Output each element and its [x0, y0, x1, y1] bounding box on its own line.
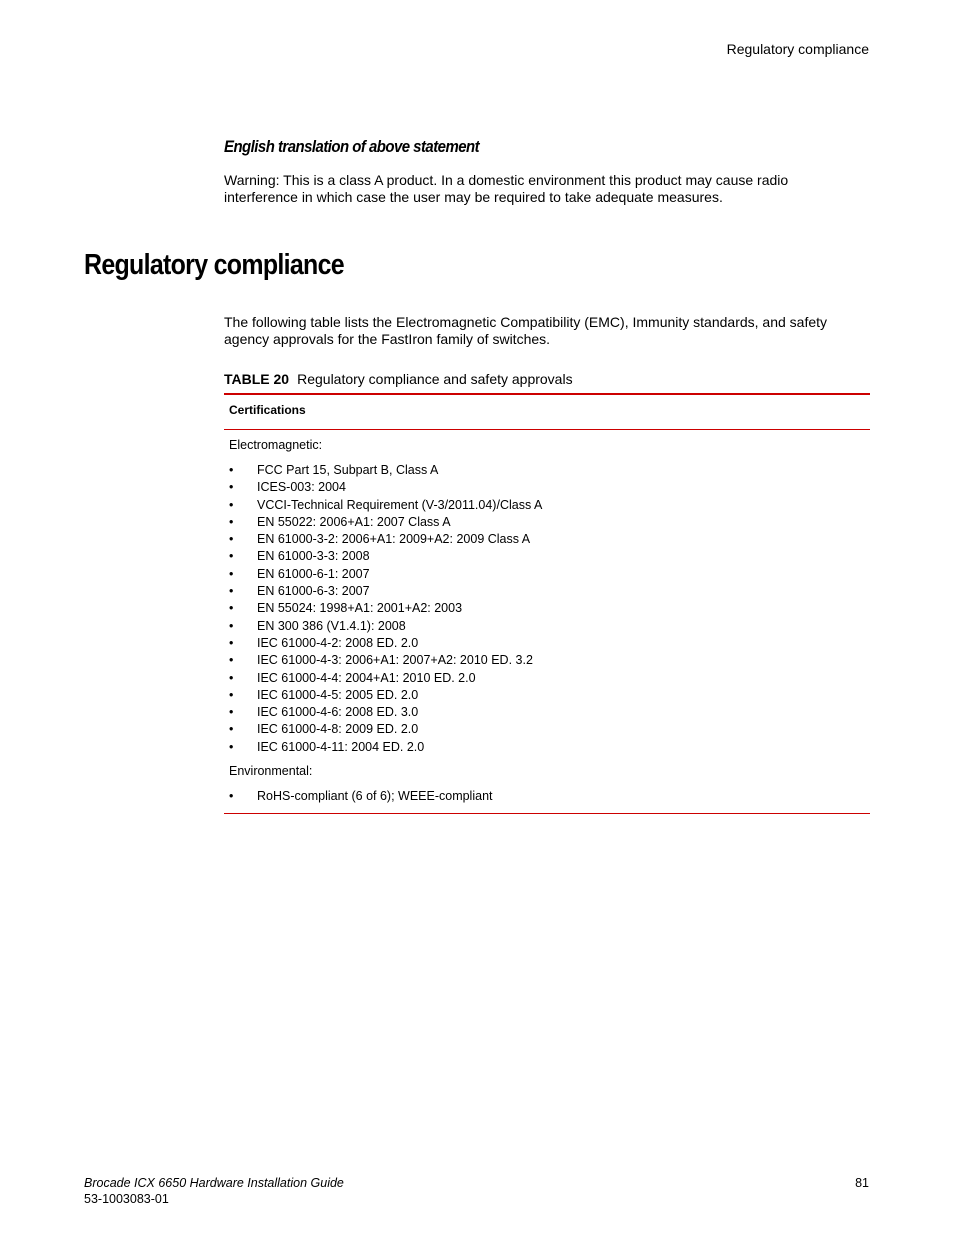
list-item [229, 479, 865, 496]
list-item-text: EN 61000-3-2: 2006+A1: 2009+A2: 2009 Class A [257, 532, 531, 547]
environmental-label: Environmental: [229, 764, 313, 779]
list-item [229, 739, 865, 756]
list-item [229, 618, 865, 635]
list-item-text: IEC 61000-4-4: 2004+A1: 2010 ED. 2.0 [257, 670, 476, 685]
bullet-icon: • [229, 705, 234, 720]
list-item [229, 497, 865, 514]
footer-page-number: 81 [855, 1176, 869, 1190]
list-item-text: ICES-003: 2004 [257, 480, 346, 495]
list-item [229, 531, 865, 548]
bullet-icon: • [229, 739, 234, 754]
environmental-list [229, 788, 865, 805]
list-item [229, 462, 865, 479]
bullet-icon: • [229, 722, 234, 737]
list-item [229, 583, 865, 600]
table-caption-text: Regulatory compliance and safety approvals [297, 371, 573, 387]
running-header: Regulatory compliance [726, 41, 869, 57]
list-item-text: EN 61000-6-3: 2007 [257, 584, 370, 599]
table-top-rule [224, 393, 870, 395]
translation-heading: English translation of above statement [224, 137, 480, 156]
footer-doc-number: 53-1003083-01 [84, 1192, 169, 1206]
bullet-icon: • [229, 789, 234, 804]
list-item [229, 514, 865, 531]
table-bottom-rule [224, 813, 870, 814]
electromagnetic-label: Electromagnetic: [229, 438, 323, 452]
list-item [229, 566, 865, 583]
table-header-rule [224, 429, 870, 430]
table-caption-label: TABLE 20 [224, 371, 290, 387]
bullet-icon: • [229, 480, 234, 495]
list-item [229, 687, 865, 704]
list-item [229, 788, 865, 805]
list-item-text: IEC 61000-4-3: 2006+A1: 2007+A2: 2010 ED. 3.2 [257, 653, 533, 668]
certifications-cell [229, 437, 865, 805]
bullet-icon: • [229, 549, 234, 564]
list-item [229, 548, 865, 565]
electromagnetic-list [229, 462, 865, 756]
footer-guide-title: Brocade ICX 6650 Hardware Installation Guide [84, 1176, 344, 1190]
list-item [229, 704, 865, 721]
list-item-text: FCC Part 15, Subpart B, Class A [257, 463, 439, 477]
bullet-icon: • [229, 653, 234, 668]
list-item-text: EN 61000-3-3: 2008 [257, 549, 370, 564]
list-item-text: RoHS-compliant (6 of 6); WEEE-compliant [257, 789, 493, 804]
list-item-text: EN 55024: 1998+A1: 2001+A2: 2003 [257, 601, 463, 616]
bullet-icon: • [229, 463, 234, 477]
list-item-text: IEC 61000-4-2: 2008 ED. 2.0 [257, 635, 419, 650]
intro-paragraph: The following table lists the Electromagnetic Compatibility (EMC), Immunity standards, and safety agency approvals for the FastIron family of switches. [224, 314, 828, 347]
bullet-icon: • [229, 635, 234, 650]
bullet-icon: • [229, 584, 234, 599]
list-item-text: VCCI-Technical Requirement (V-3/2011.04)/Class A [257, 497, 543, 512]
list-item-text: IEC 61000-4-5: 2005 ED. 2.0 [257, 687, 419, 702]
list-item [229, 670, 865, 687]
table-caption [224, 371, 573, 387]
list-item [229, 635, 865, 652]
bullet-icon: • [229, 618, 234, 633]
list-item [229, 600, 865, 617]
list-item-text: EN 55022: 2006+A1: 2007 Class A [257, 514, 451, 529]
list-item-text: IEC 61000-4-8: 2009 ED. 2.0 [257, 722, 419, 737]
bullet-icon: • [229, 670, 234, 685]
bullet-icon: • [229, 532, 234, 547]
bullet-icon: • [229, 601, 234, 616]
list-item-text: IEC 61000-4-11: 2004 ED. 2.0 [257, 739, 425, 754]
list-item-text: EN 300 386 (V1.4.1): 2008 [257, 618, 406, 633]
bullet-icon: • [229, 497, 234, 512]
list-item-text: IEC 61000-4-6: 2008 ED. 3.0 [257, 705, 419, 720]
footer-doc-info [84, 1175, 344, 1207]
bullet-icon: • [229, 687, 234, 702]
bullet-icon: • [229, 566, 234, 581]
table-column-header: Certifications [229, 403, 306, 417]
warning-paragraph: Warning: This is a class A product. In a domestic environment this product may cause radio interference in which case the user may be required to take adequate measures. [224, 172, 789, 205]
list-item-text: EN 61000-6-1: 2007 [257, 566, 370, 581]
bullet-icon: • [229, 514, 234, 529]
section-title: Regulatory compliance [84, 249, 344, 281]
list-item [229, 721, 865, 738]
list-item [229, 652, 865, 669]
